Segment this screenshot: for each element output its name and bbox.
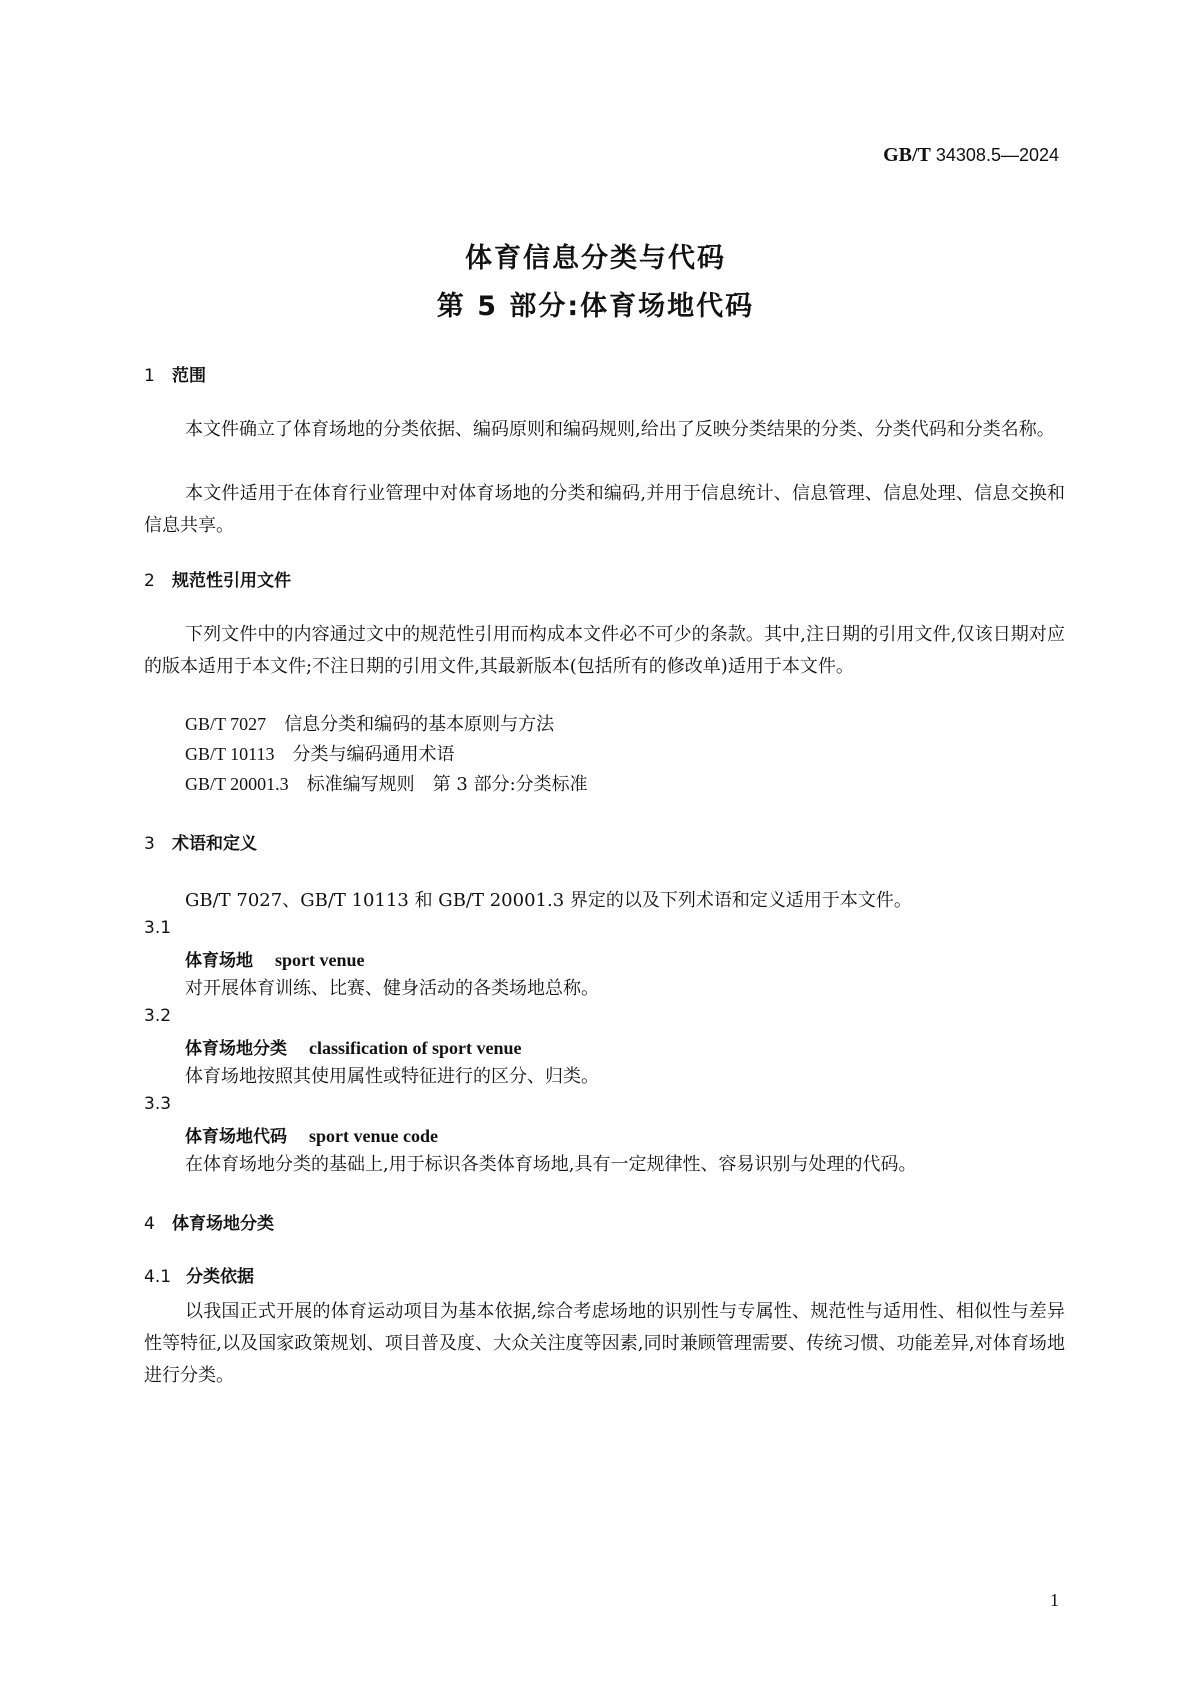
section-number: 4: [144, 1214, 155, 1234]
term-number: 3.1: [144, 918, 172, 938]
subsection-title: 分类依据: [186, 1267, 254, 1287]
term-en: sport venue code: [309, 1126, 438, 1146]
subsection-number: 4.1: [144, 1267, 172, 1287]
section-number: 3: [144, 834, 155, 854]
term-zh: 体育场地代码: [185, 1127, 287, 1147]
reference-item: [185, 770, 588, 796]
section-heading-4: [144, 1209, 274, 1234]
page-number: 1: [1050, 1590, 1059, 1610]
term-en: classification of sport venue: [309, 1038, 522, 1058]
document-title: 体育信息分类与代码: [465, 243, 726, 274]
reference-code: GB/T 20001.3: [185, 774, 289, 794]
reference-code: GB/T 10113: [185, 744, 275, 764]
paragraph: 本文件确立了体育场地的分类依据、编码原则和编码规则,给出了反映分类结果的分类、分类代码和分类名称。: [185, 419, 1055, 440]
terms-intro: GB/T 7027、GB/T 10113 和 GB/T 20001.3 界定的以及下列术语和定义适用于本文件。: [185, 890, 912, 911]
section-number: 2: [144, 571, 155, 591]
term-entry: [185, 946, 365, 971]
document-subtitle: 第 5 部分:体育场地代码: [436, 291, 755, 322]
subsection-heading-4-1: [144, 1262, 254, 1287]
term-definition: 在体育场地分类的基础上,用于标识各类体育场地,具有一定规律性、容易识别与处理的代码。: [185, 1154, 917, 1175]
section-heading-1: [144, 361, 206, 386]
paragraph: 本文件适用于在体育行业管理中对体育场地的分类和编码,并用于信息统计、信息管理、信息处理、信息交换和信息共享。: [144, 483, 1065, 536]
term-zh: 体育场地分类: [185, 1039, 287, 1059]
standard-code: [883, 144, 1059, 167]
term-entry: [185, 1122, 438, 1147]
section-heading-3: [144, 829, 257, 854]
reference-title: 信息分类和编码的基本原则与方法: [284, 714, 555, 735]
term-zh: 体育场地: [185, 951, 253, 971]
section-number: 1: [144, 366, 155, 386]
section-title: 范围: [172, 366, 206, 386]
paragraph: 以我国正式开展的体育运动项目为基本依据,综合考虑场地的识别性与专属性、规范性与适用性、相似性与差异性等特征,以及国家政策规划、项目普及度、大众关注度等因素,同时兼顾管理需要、传统习惯、功能差异,对体育场地进行分类。: [144, 1301, 1065, 1386]
term-number: 3.3: [144, 1094, 172, 1114]
term-en: sport venue: [275, 950, 365, 970]
term-entry: [185, 1034, 521, 1059]
section-heading-2: [144, 566, 291, 591]
reference-code: GB/T 7027: [185, 714, 267, 734]
reference-title: 标准编写规则 第 3 部分:分类标准: [306, 774, 588, 795]
reference-item: [185, 710, 554, 736]
section-title: 术语和定义: [172, 834, 257, 854]
term-definition: 体育场地按照其使用属性或特征进行的区分、归类。: [185, 1066, 599, 1087]
reference-title: 分类与编码通用术语: [292, 744, 455, 765]
paragraph: 下列文件中的内容通过文中的规范性引用而构成本文件必不可少的条款。其中,注日期的引用文件,仅该日期对应的版本适用于本文件;不注日期的引用文件,其最新版本(包括所有的修改单)适用于本文件。: [144, 624, 1065, 677]
reference-item: [185, 740, 455, 766]
standard-prefix: GB/T: [883, 144, 931, 166]
term-number: 3.2: [144, 1006, 172, 1026]
section-title: 规范性引用文件: [172, 571, 291, 591]
standard-number: 34308.5—2024: [935, 145, 1059, 165]
section-title: 体育场地分类: [172, 1214, 274, 1234]
term-definition: 对开展体育训练、比赛、健身活动的各类场地总称。: [185, 978, 599, 999]
